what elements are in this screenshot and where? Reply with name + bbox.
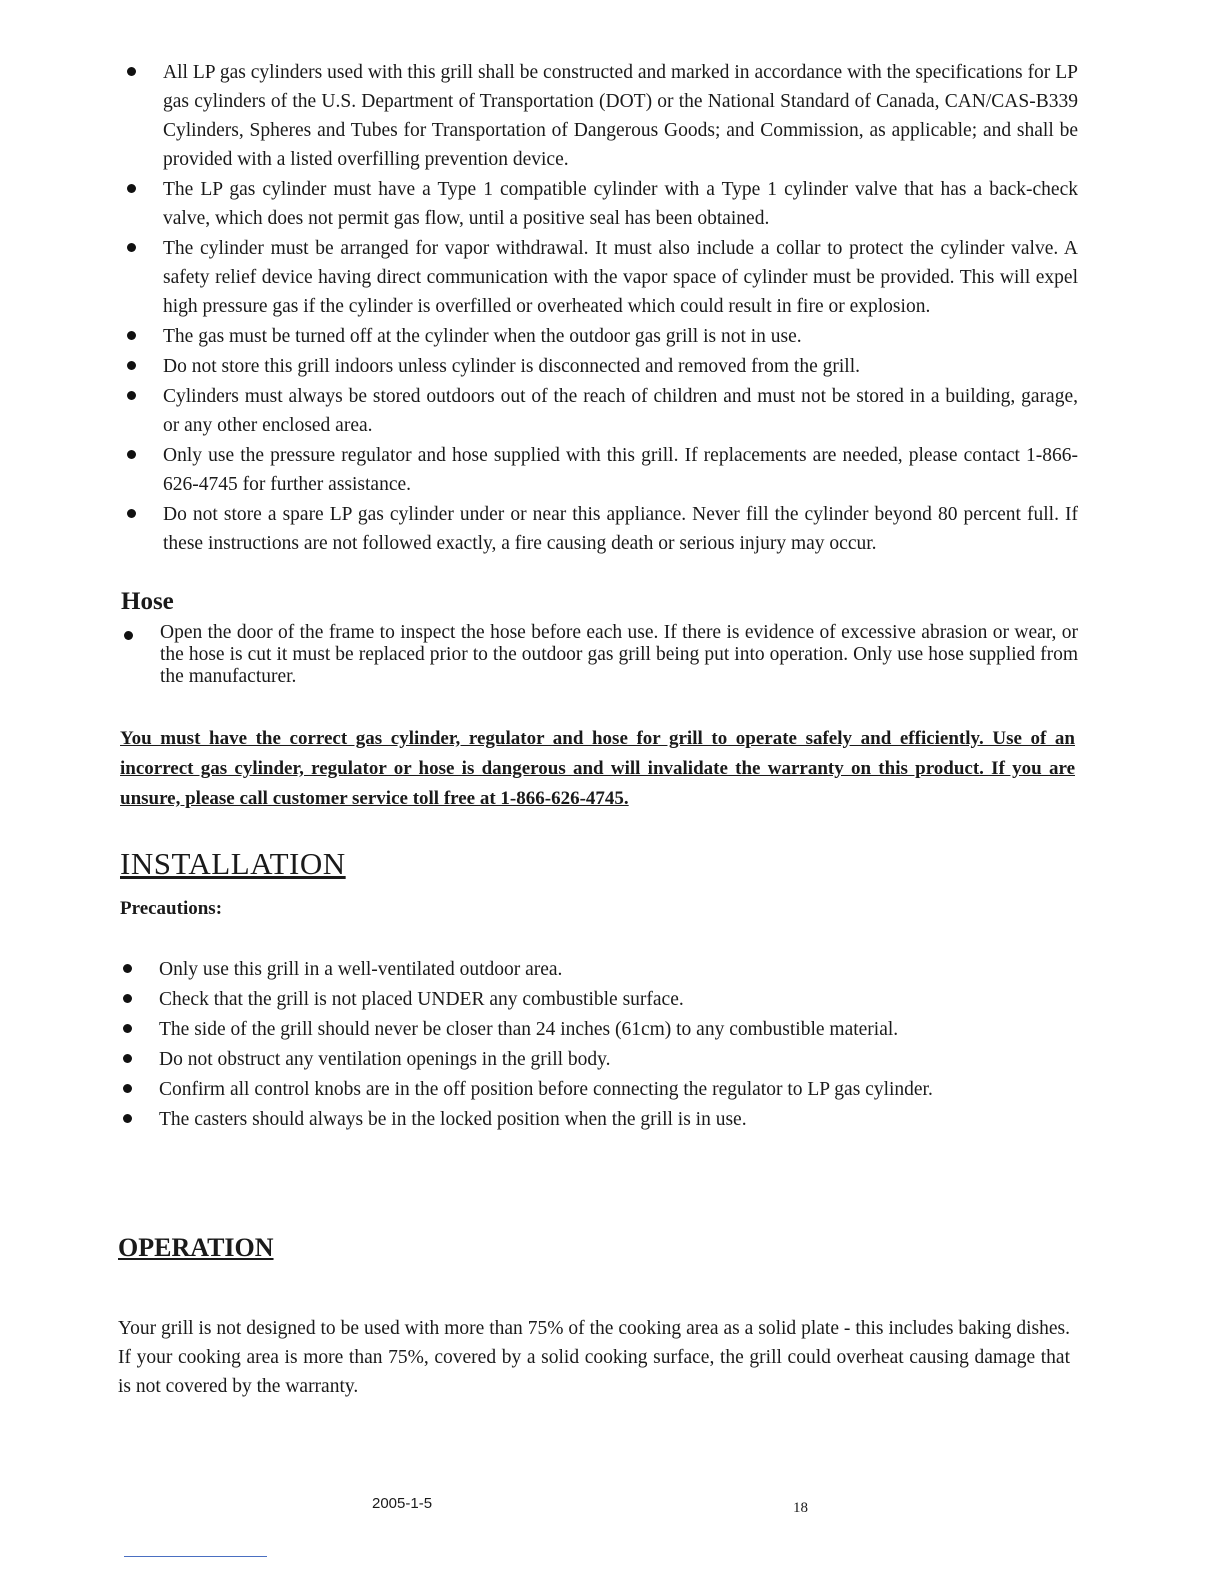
list-item: Check that the grill is not placed UNDER any combustible surface. [159,985,1059,1015]
list-item: Do not store this grill indoors unless cylinder is disconnected and removed from the grill. [163,352,1078,381]
list-item: Confirm all control knobs are in the off position before connecting the regulator to LP gas cylinder. [159,1075,1059,1105]
list-item: The gas must be turned off at the cylinder when the outdoor gas grill is not in use. [163,322,1078,351]
warning-notice: You must have the correct gas cylinder, regulator and hose for grill to operate safely and efficiently. Use of an incorrect gas cylinder, regulator or hose is dangerous and will invalidate the warranty on this product. If you are unsure, please call customer service toll free at 1-866-626-4745. [120,728,1075,809]
list-item: All LP gas cylinders used with this grill shall be constructed and marked in accordance with the specifications for LP gas cylinders of the U.S. Department of Transportation (DOT) or the National Standard of Canada, CAN/CAS-B339 Cylinders, Spheres and Tubes for Transportation of Dangerous Goods; and Commission, as applicable; and shall be provided with a listed overfilling prevention device. [163,58,1078,174]
footer-date: 2005-1-5 [372,1495,433,1512]
list-item: The side of the grill should never be closer than 24 inches (61cm) to any combustible material. [159,1015,1059,1045]
list-item: Do not obstruct any ventilation openings in the grill body. [159,1045,1059,1075]
hose-list [160,622,1078,688]
page-number: 18 [793,1500,808,1516]
list-item: Only use this grill in a well-ventilated outdoor area. [159,955,1059,985]
list-item: Open the door of the frame to inspect the hose before each use. If there is evidence of excessive abrasion or wear, or the hose is cut it must be replaced prior to the outdoor gas grill being put into operation. Only use hose supplied from the manufacturer. [160,622,1078,687]
bottom-divider [124,1556,267,1557]
installation-precautions-list [159,955,1059,1135]
list-item: Do not store a spare LP gas cylinder under or near this appliance. Never fill the cylinder beyond 80 percent full. If these instructions are not followed exactly, a fire causing death or serious injury may occur. [163,500,1078,558]
list-item: The LP gas cylinder must have a Type 1 compatible cylinder with a Type 1 cylinder valve that has a back-check valve, which does not permit gas flow, until a positive seal has been obtained. [163,175,1078,233]
list-item: The cylinder must be arranged for vapor withdrawal. It must also include a collar to protect the cylinder valve. A safety relief device having direct communication with the vapor space of cylinder must be provided. This will expel high pressure gas if the cylinder is overfilled or overheated which could result in fire or explosion. [163,234,1078,321]
operation-heading: OPERATION [118,1233,274,1262]
list-item: Only use the pressure regulator and hose supplied with this grill. If replacements are needed, please contact 1-866-626-4745 for further assistance. [163,441,1078,499]
cylinder-requirements-list [163,58,1078,559]
precautions-subheading: Precautions: [120,898,223,919]
hose-heading: Hose [121,588,174,615]
installation-heading: INSTALLATION [120,846,346,881]
list-item: Cylinders must always be stored outdoors out of the reach of children and must not be stored in a building, garage, or any other enclosed area. [163,382,1078,440]
operation-paragraph: Your grill is not designed to be used with more than 75% of the cooking area as a solid plate - this includes baking dishes. If your cooking area is more than 75%, covered by a solid cooking surface, the grill could overheat causing damage that is not covered by the warranty. [118,1318,1070,1397]
list-item: The casters should always be in the locked position when the grill is in use. [159,1105,1059,1135]
